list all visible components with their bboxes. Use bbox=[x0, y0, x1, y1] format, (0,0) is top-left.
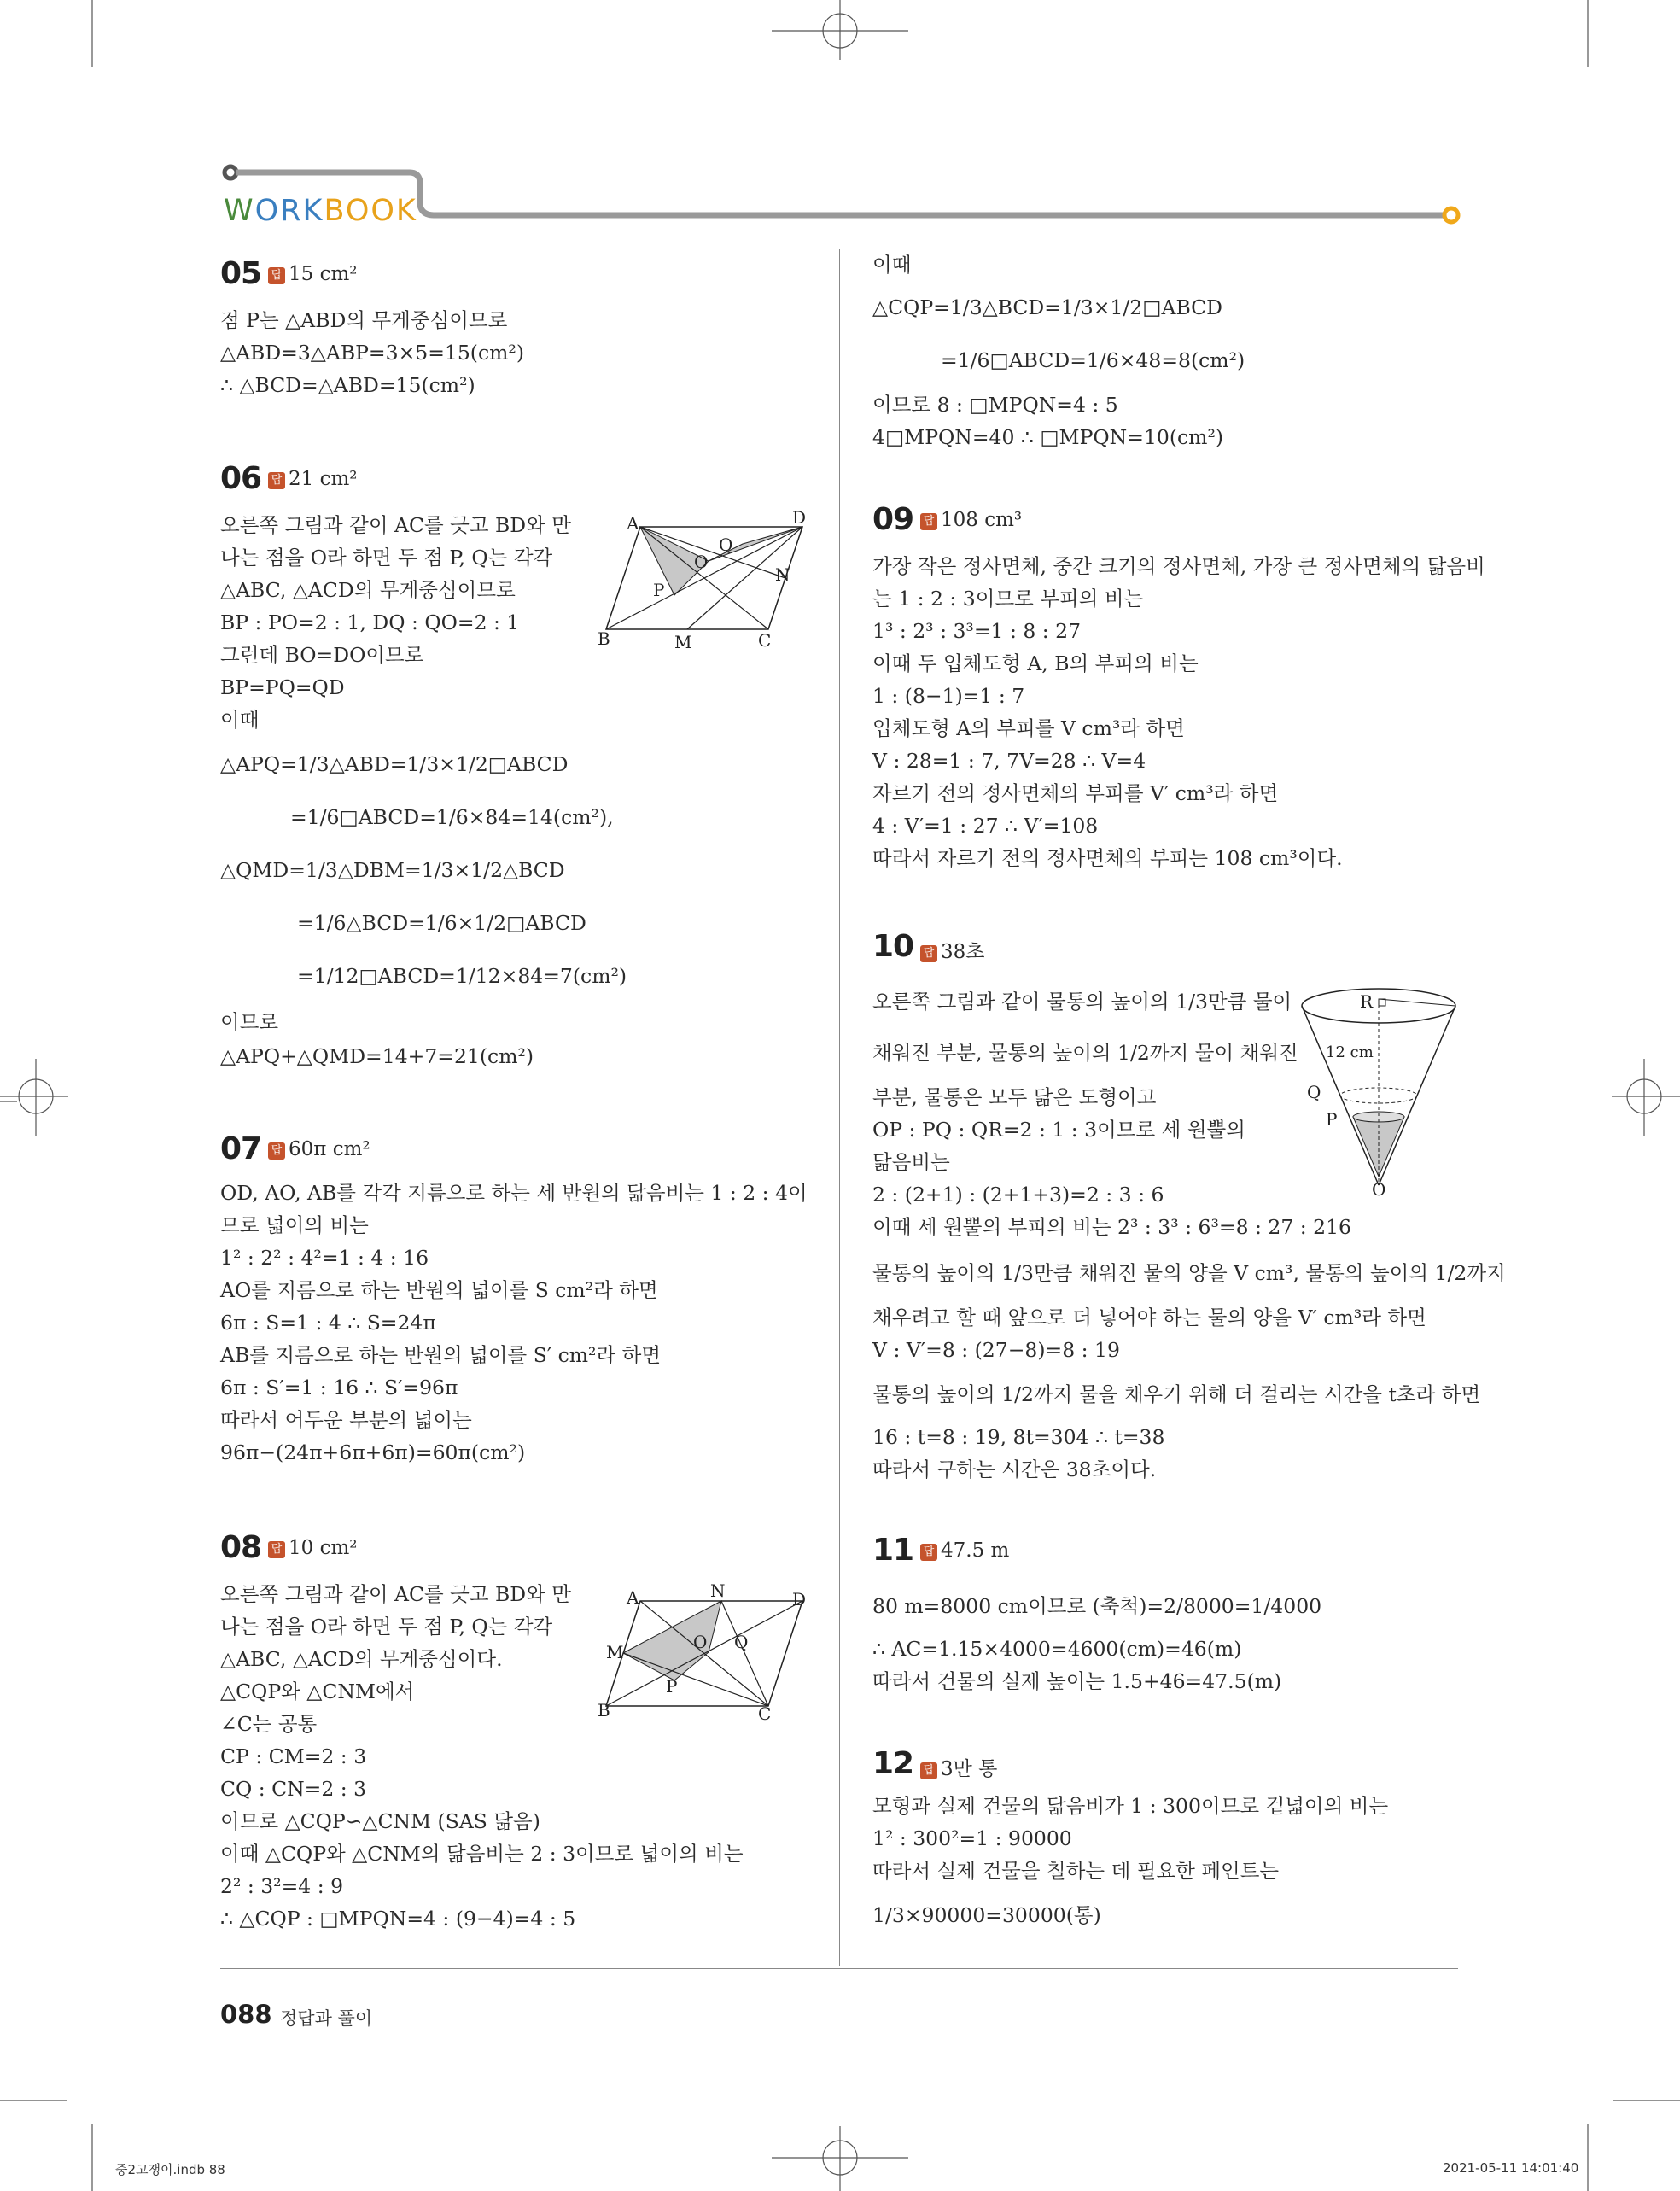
q06-line: =1/6□ABCD=1/6×84=14(cm²), bbox=[290, 805, 614, 829]
q11-answer: 답 47.5 m bbox=[920, 1540, 1009, 1562]
fig-label: C bbox=[758, 630, 772, 651]
q08-line: △ABC, △ACD의 무게중심이다. bbox=[220, 1647, 503, 1671]
answer-icon: 답 bbox=[920, 513, 937, 530]
q05-line: ∴ △BCD=△ABD=15(cm²) bbox=[220, 373, 475, 397]
fig-label: N bbox=[775, 564, 790, 585]
answer-icon: 답 bbox=[268, 1541, 285, 1558]
q07-line: 므로 넓이의 비는 bbox=[220, 1213, 369, 1237]
q12-number: 12 bbox=[872, 1746, 914, 1781]
q10-line: 오른쪽 그림과 같이 물통의 높이의 1/3만큼 물이 bbox=[872, 990, 1292, 1014]
fig-label: O bbox=[694, 552, 709, 572]
fig-label: 12 cm bbox=[1326, 1043, 1374, 1061]
q08-cont-line: 이때 bbox=[872, 253, 912, 277]
q08-line: △CQP와 △CNM에서 bbox=[220, 1680, 415, 1703]
q09-line: 이때 두 입체도형 A, B의 부피의 비는 bbox=[872, 651, 1199, 675]
q06-line: 오른쪽 그림과 같이 AC를 긋고 BD와 만 bbox=[220, 513, 571, 537]
q10-line: 부분, 물통은 모두 닮은 도형이고 bbox=[872, 1085, 1157, 1109]
q07-number: 07 bbox=[220, 1131, 262, 1166]
q05-line: △ABD=3△ABP=3×5=15(cm²) bbox=[220, 341, 524, 365]
q06-line: =1/6△BCD=1/6×1/2□ABCD bbox=[297, 911, 586, 935]
answer-icon: 답 bbox=[920, 1544, 937, 1561]
footer-rule bbox=[220, 1968, 1458, 1969]
q12-line: 1/3×90000=30000(통) bbox=[872, 1903, 1101, 1927]
q09-line: 1 : (8−1)=1 : 7 bbox=[872, 684, 1025, 708]
q10-line: OP : PQ : QR=2 : 1 : 3이므로 세 원뿔의 bbox=[872, 1118, 1245, 1142]
q09-line: V : 28=1 : 7, 7V=28 ∴ V=4 bbox=[872, 749, 1146, 773]
q09-answer: 답 108 cm³ bbox=[920, 509, 1022, 531]
fig-label: P bbox=[653, 580, 665, 600]
q06-figure bbox=[598, 508, 820, 653]
q11-line: 따라서 건물의 실제 높이는 1.5+46=47.5(m) bbox=[872, 1669, 1282, 1693]
page-number: 088 bbox=[220, 2000, 272, 2029]
q07-line: AO를 지름으로 하는 반원의 넓이를 S cm²라 하면 bbox=[220, 1278, 658, 1302]
q12-line: 1² : 300²=1 : 90000 bbox=[872, 1826, 1072, 1850]
q06-line: 이므로 bbox=[220, 1010, 279, 1034]
q09-line: 가장 작은 정사면체, 중간 크기의 정사면체, 가장 큰 정사면체의 닮음비 bbox=[872, 554, 1485, 578]
q06-line: 이때 bbox=[220, 708, 260, 732]
q09-number: 09 bbox=[872, 502, 914, 537]
fig-label: N bbox=[710, 1580, 726, 1601]
fig-label: M bbox=[606, 1642, 624, 1662]
q10-line: 채우려고 할 때 앞으로 더 넣어야 하는 물의 양을 V′ cm³라 하면 bbox=[872, 1306, 1426, 1329]
q06-line: 그런데 BO=DO이므로 bbox=[220, 643, 424, 667]
workbook-title: WORKBOOK bbox=[224, 194, 417, 228]
answer-icon: 답 bbox=[268, 267, 285, 284]
q06-line: △APQ=1/3△ABD=1/3×1/2□ABCD bbox=[220, 752, 569, 776]
q07-line: 96π−(24π+6π+6π)=60π(cm²) bbox=[220, 1440, 526, 1464]
fig-label: C bbox=[758, 1703, 772, 1724]
q09-line: 4 : V′=1 : 27 ∴ V′=108 bbox=[872, 814, 1099, 838]
q10-line: 채워진 부분, 물통의 높이의 1/2까지 물이 채워진 bbox=[872, 1041, 1298, 1065]
q07-line: 1² : 2² : 4²=1 : 4 : 16 bbox=[220, 1246, 429, 1270]
q11-number: 11 bbox=[872, 1533, 914, 1568]
q10-line: 이때 세 원뿔의 부피의 비는 2³ : 3³ : 6³=8 : 27 : 216 bbox=[872, 1215, 1352, 1239]
q06-line: △QMD=1/3△DBM=1/3×1/2△BCD bbox=[220, 858, 565, 882]
q10-line: 물통의 높이의 1/2까지 물을 채우기 위해 더 걸리는 시간을 t초라 하면 bbox=[872, 1382, 1481, 1406]
fig-label: D bbox=[792, 508, 807, 528]
answer-icon: 답 bbox=[268, 1142, 285, 1160]
fig-label: D bbox=[792, 1589, 807, 1610]
q06-line: =1/12□ABCD=1/12×84=7(cm²) bbox=[297, 964, 627, 988]
q10-line: 따라서 구하는 시간은 38초이다. bbox=[872, 1458, 1157, 1481]
fig-label: B bbox=[598, 628, 610, 649]
fig-label: R bbox=[1360, 991, 1374, 1012]
q08-line: 2² : 3²=4 : 9 bbox=[220, 1874, 344, 1898]
fig-label: B bbox=[598, 1700, 610, 1721]
q06-line: △ABC, △ACD의 무게중심이므로 bbox=[220, 578, 516, 602]
q06-line: 나는 점을 O라 하면 두 점 P, Q는 각각 bbox=[220, 546, 553, 570]
q08-cont-line: 4□MPQN=40 ∴ □MPQN=10(cm²) bbox=[872, 425, 1224, 449]
fig-label: P bbox=[1326, 1109, 1338, 1130]
fig-label: Q bbox=[719, 535, 733, 555]
q08-line: ∠C는 공통 bbox=[220, 1712, 318, 1736]
q07-answer: 답 60π cm² bbox=[268, 1138, 370, 1160]
q12-line: 따라서 실제 건물을 칠하는 데 필요한 페인트는 bbox=[872, 1859, 1280, 1883]
q11-line: 80 m=8000 cm이므로 (축척)=2/8000=1/4000 bbox=[872, 1594, 1322, 1618]
answer-icon: 답 bbox=[920, 1762, 937, 1779]
q09-line: 따라서 자르기 전의 정사면체의 부피는 108 cm³이다. bbox=[872, 846, 1343, 870]
q06-number: 06 bbox=[220, 461, 262, 496]
q08-cont-line: 이므로 8 : □MPQN=4 : 5 bbox=[872, 393, 1118, 417]
answer-icon: 답 bbox=[920, 945, 937, 962]
q06-line: BP=PQ=QD bbox=[220, 675, 345, 699]
q09-line: 입체도형 A의 부피를 V cm³라 하면 bbox=[872, 716, 1185, 740]
fig-label: Q bbox=[734, 1632, 749, 1652]
q09-line: 는 1 : 2 : 3이므로 부피의 비는 bbox=[872, 587, 1144, 611]
q08-line: 나는 점을 O라 하면 두 점 P, Q는 각각 bbox=[220, 1615, 553, 1639]
q05-line: 점 P는 △ABD의 무게중심이므로 bbox=[220, 308, 508, 332]
fig-label: A bbox=[627, 513, 639, 534]
q06-line: △APQ+△QMD=14+7=21(cm²) bbox=[220, 1044, 534, 1068]
column-divider bbox=[839, 249, 840, 1966]
q07-line: AB를 지름으로 하는 반원의 넓이를 S′ cm²라 하면 bbox=[220, 1343, 662, 1367]
q09-line: 자르기 전의 정사면체의 부피를 V′ cm³라 하면 bbox=[872, 781, 1279, 805]
q08-line: CQ : CN=2 : 3 bbox=[220, 1777, 367, 1801]
q09-line: 1³ : 2³ : 3³=1 : 8 : 27 bbox=[872, 619, 1082, 643]
q08-number: 08 bbox=[220, 1530, 262, 1565]
fig-label: M bbox=[674, 632, 692, 652]
q08-line: 이때 △CQP와 △CNM의 닮음비는 2 : 3이므로 넓이의 비는 bbox=[220, 1842, 744, 1866]
q08-line: ∴ △CQP : □MPQN=4 : (9−4)=4 : 5 bbox=[220, 1907, 576, 1931]
q08-line: 이므로 △CQP∽△CNM (SAS 닮음) bbox=[220, 1809, 540, 1833]
q10-line: 닮음비는 bbox=[872, 1150, 950, 1174]
q10-line: V : V′=8 : (27−8)=8 : 19 bbox=[872, 1338, 1120, 1362]
fig-label: O bbox=[1372, 1179, 1386, 1200]
q08-answer: 답 10 cm² bbox=[268, 1537, 358, 1559]
q08-line: CP : CM=2 : 3 bbox=[220, 1744, 367, 1768]
fig-label: O bbox=[693, 1632, 708, 1652]
q06-answer: 답 21 cm² bbox=[268, 468, 358, 490]
fig-label: A bbox=[627, 1587, 639, 1608]
q12-answer: 답 3만 통 bbox=[920, 1753, 997, 1781]
page-label: 정답과 풀이 bbox=[280, 2008, 373, 2029]
q08-figure bbox=[598, 1580, 820, 1725]
q10-line: 2 : (2+1) : (2+1+3)=2 : 3 : 6 bbox=[872, 1183, 1164, 1207]
q06-line: BP : PO=2 : 1, DQ : QO=2 : 1 bbox=[220, 611, 520, 634]
q11-line: ∴ AC=1.15×4000=4600(cm)=46(m) bbox=[872, 1637, 1242, 1661]
q10-answer: 답 38초 bbox=[920, 936, 985, 964]
q07-line: 따라서 어두운 부분의 넓이는 bbox=[220, 1408, 472, 1432]
q08-line: 오른쪽 그림과 같이 AC를 긋고 BD와 만 bbox=[220, 1582, 571, 1606]
q10-figure bbox=[1293, 980, 1464, 1202]
q10-line: 16 : t=8 : 19, 8t=304 ∴ t=38 bbox=[872, 1425, 1165, 1449]
q05-answer: 답 15 cm² bbox=[268, 263, 358, 285]
answer-icon: 답 bbox=[268, 472, 285, 489]
q08-cont-line: △CQP=1/3△BCD=1/3×1/2□ABCD bbox=[872, 295, 1222, 319]
q12-line: 모형과 실제 건물의 닮음비가 1 : 300이므로 겉넓이의 비는 bbox=[872, 1794, 1389, 1818]
q07-line: 6π : S′=1 : 16 ∴ S′=96π bbox=[220, 1376, 458, 1399]
q10-line: 물통의 높이의 1/3만큼 채워진 물의 양을 V cm³, 물통의 높이의 1/2까지 bbox=[872, 1261, 1506, 1285]
q05-number: 05 bbox=[220, 256, 262, 291]
q08-cont-line: =1/6□ABCD=1/6×48=8(cm²) bbox=[941, 348, 1245, 372]
q07-line: 6π : S=1 : 4 ∴ S=24π bbox=[220, 1311, 436, 1335]
fig-label: P bbox=[666, 1676, 678, 1697]
print-filename: 중2고쟁이.indb 88 bbox=[115, 2162, 225, 2177]
q10-number: 10 bbox=[872, 929, 914, 964]
q07-line: OD, AO, AB를 각각 지름으로 하는 세 반원의 닮음비는 1 : 2 : 4이 bbox=[220, 1181, 808, 1205]
print-timestamp: 2021-05-11 14:01:40 bbox=[1443, 2160, 1579, 2176]
fig-label: Q bbox=[1307, 1082, 1321, 1102]
